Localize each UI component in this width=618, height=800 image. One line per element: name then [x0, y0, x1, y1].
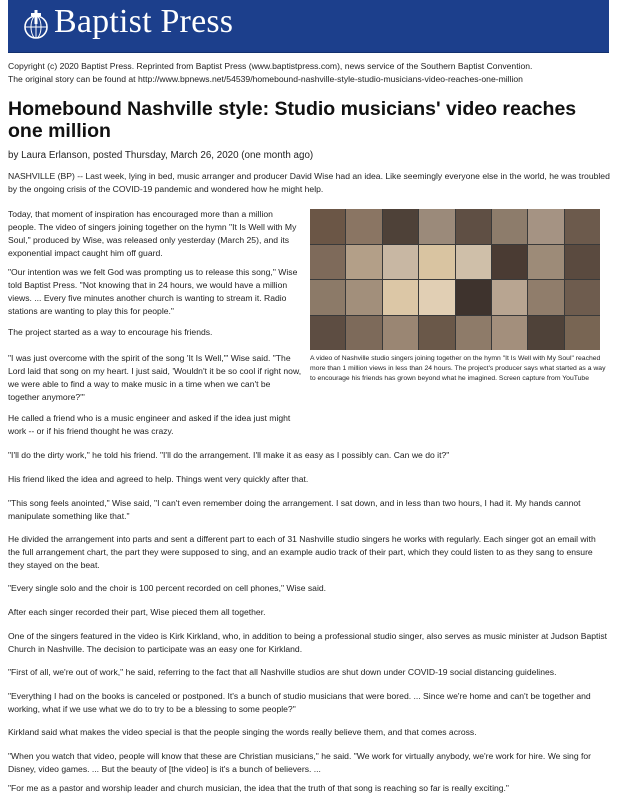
video-tile [419, 280, 454, 315]
paragraph: One of the singers featured in the video is Kirk Kirkland, who, in addition to being a professional studio singer, also serves as music minister at Judson Baptist Church in Nashville. The decision to participate was an easy one for Kirkland. [8, 631, 608, 654]
cross-globe-logo-icon [22, 9, 50, 43]
video-tile [346, 316, 381, 351]
video-tile [492, 280, 527, 315]
paragraph: "When you watch that video, people will know that these are Christian musicians," he said. "We work for virtually anybody, we're work for hire. We sing for Disney, video games. ... But the beauty of [the video] is it's a bunch of believers. ... [8, 751, 592, 774]
paragraph: Kirkland said what makes the video special is that the people singing the words really believe them, and that comes across. [8, 727, 477, 737]
paragraph: Today, that moment of inspiration has encouraged more than a million people. The video of singers joining together on the hymn "It Is Well with My Soul," produced by Wise, was released only yesterday (March 25), and its exponential impact caught him off guard. [8, 209, 297, 258]
video-tile [456, 280, 491, 315]
video-tile [492, 245, 527, 280]
video-tile [310, 245, 345, 280]
paragraph: NASHVILLE (BP) -- Last week, lying in bed, music arranger and producer David Wise had an idea. Like seemingly everyone else in the world, he was troubled by the ongoing crisis of the COVID-19 pandemic and wondered how he might help. [8, 171, 610, 194]
copyright-notice [8, 60, 610, 86]
paragraph: He called a friend who is a music engineer and asked if the idea just might work -- or if his friend thought he was crazy. [8, 413, 291, 436]
article-headline: Homebound Nashville style: Studio musicians' video reaches one million [8, 98, 577, 142]
paragraph: He divided the arrangement into parts and sent a different part to each of 31 Nashville studio singers he works with regularly. Each singer got an email with the full arrangement chart, the part they were supposed to sing, and an example audio track of their part, which they could listen to as they sang to ensure they stayed on the beat. [8, 534, 596, 570]
video-tile [528, 245, 563, 280]
video-tile [419, 316, 454, 351]
video-tile [310, 316, 345, 351]
paragraph: "I'll do the dirty work," he told his friend. "I'll do the arrangement. I'll make it as easy as I possibly can. Can we do it?" [8, 450, 450, 460]
paragraph: "This song feels anointed," Wise said, "I can't even remember doing the arrangement. I sat down, and in less than two hours, I had it. My hands cannot manipulate something like that." [8, 498, 581, 521]
paragraph: His friend liked the idea and agreed to help. Things went very quickly after that. [8, 474, 309, 484]
video-tile [346, 209, 381, 244]
original-story-link[interactable]: The original story can be found at http://www.bpnews.net/54539/homebound-nashville-style-studio-musicians-video-reaches-one-million [8, 74, 523, 84]
article-byline: by Laura Erlanson, posted Thursday, March 26, 2020 (one month ago) [8, 150, 314, 161]
video-tile [528, 316, 563, 351]
copyright-line: Copyright (c) 2020 Baptist Press. Reprinted from Baptist Press (www.baptistpress.com), news service of the Southern Baptist Convention. [8, 61, 533, 71]
paragraph: The project started as a way to encourage his friends. [8, 327, 213, 337]
video-tile [565, 316, 600, 351]
video-tile [383, 245, 418, 280]
paragraph: "Everything I had on the books is canceled or postponed. It's a bunch of studio musicians that were bored. ... Since we're home and can't be together and working, what if we use what we do to try to be a blessing to some people?" [8, 691, 591, 714]
video-tile [419, 245, 454, 280]
logo-text[interactable]: Baptist Press [54, 3, 234, 40]
singers-video-collage-image [310, 209, 600, 350]
photo-caption: A video of Nashville studio singers joining together on the hymn "It Is Well with My Soul" reached more than 1 million views in less than 24 hours. The project's producer says what started as a way to encourage his friends has grown beyond what he imagined. Screen capture from YouTube [310, 355, 606, 382]
paragraph: "Our intention was we felt God was prompting us to release this song," Wise told Baptist Press. "Not knowing that in 24 hours, we would have a million views. ... Every five minutes another church is wanting to stream it. Radio stations are wanting to play this for people." [8, 267, 298, 316]
video-tile [310, 209, 345, 244]
masthead-banner [8, 0, 609, 53]
video-tile [492, 316, 527, 351]
video-tile [565, 209, 600, 244]
video-tile [528, 209, 563, 244]
video-tile [383, 316, 418, 351]
video-tile [565, 245, 600, 280]
video-tile [456, 245, 491, 280]
video-tile [419, 209, 454, 244]
video-tile [492, 209, 527, 244]
paragraph: "Every single solo and the choir is 100 percent recorded on cell phones," Wise said. [8, 583, 327, 593]
paragraph: After each singer recorded their part, Wise pieced them all together. [8, 607, 266, 617]
video-tile [456, 209, 491, 244]
video-tile [346, 280, 381, 315]
video-tile [565, 280, 600, 315]
paragraph: "First of all, we're out of work," he said, referring to the fact that all Nashville studios are shut down under COVID-19 social distancing guidelines. [8, 667, 557, 677]
video-tile [346, 245, 381, 280]
paragraph: "For me as a pastor and worship leader and church musician, the idea that the truth of that song is reaching so far is really exciting." [8, 783, 509, 793]
video-tile [383, 209, 418, 244]
video-tile [310, 280, 345, 315]
paragraph: "I was just overcome with the spirit of the song 'It Is Well,'" Wise said. "The Lord laid that song on my heart. I just said, 'Wouldn't it be so cool if right now, we were able to find a way to make music in a time when we can't be together anymore?'" [8, 353, 302, 402]
video-tile [456, 316, 491, 351]
video-tile [528, 280, 563, 315]
video-tile [383, 280, 418, 315]
